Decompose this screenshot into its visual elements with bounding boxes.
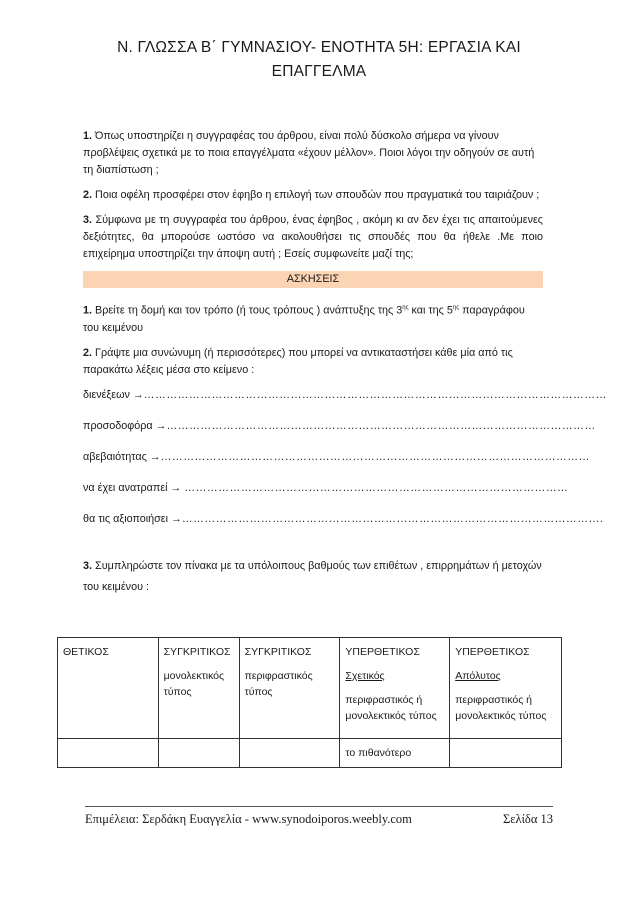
header-title: ΣΥΓΚΡΙΤΙΚΟΣ bbox=[163, 646, 231, 658]
exercise-number: 2. bbox=[83, 346, 93, 359]
header-sub: περιφραστικός ή μονολεκτικός τύπος bbox=[345, 694, 437, 722]
page-title bbox=[60, 36, 578, 84]
answer-blank[interactable]: …………………………………………………………………………………………………………… bbox=[143, 388, 607, 401]
header-title: ΥΠΕΡΘΕΤΙΚΟΣ bbox=[455, 646, 530, 658]
synonym-word: να έχει ανατραπεί → bbox=[83, 481, 185, 494]
answer-blank[interactable]: ………………………………………………………………………………………… bbox=[184, 481, 569, 494]
table-header-row bbox=[58, 638, 562, 739]
question-number: 1. bbox=[83, 130, 93, 142]
question-2 bbox=[83, 187, 543, 204]
header-cell bbox=[158, 638, 239, 739]
exercise-text: Συμπληρώστε τον πίνακα με τα υπόλοιπους βαθμούς των επιθέτων , επιρρημάτων ή μετοχών του κειμένου : bbox=[83, 559, 542, 593]
worksheet-content bbox=[83, 128, 607, 606]
header-title: ΣΥΓΚΡΙΤΙΚΟΣ bbox=[244, 646, 312, 658]
table-cell[interactable] bbox=[58, 739, 159, 768]
synonym-line[interactable] bbox=[83, 449, 590, 480]
footer-credit: Επιμέλεια: Σερδάκη Ευαγγελία - www.synodoiporos.weebly.com bbox=[85, 812, 412, 826]
question-3 bbox=[83, 212, 543, 263]
superscript: ης bbox=[402, 305, 409, 311]
question-number: 3. bbox=[83, 214, 93, 226]
synonym-line[interactable] bbox=[83, 480, 569, 511]
exercise-number: 3. bbox=[83, 559, 93, 572]
header-title: ΥΠΕΡΘΕΤΙΚΟΣ bbox=[345, 646, 420, 658]
page-number: Σελίδα 13 bbox=[502, 812, 553, 826]
answer-blank[interactable]: …………………………………………………………………………………………………. bbox=[181, 512, 604, 525]
header-cell bbox=[340, 638, 450, 739]
exercise-1 bbox=[83, 300, 543, 337]
exercise-text: Βρείτε τη δομή και τον τρόπο (ή τους τρόπους ) ανάπτυξης της 3 bbox=[92, 304, 403, 317]
table-cell[interactable] bbox=[239, 739, 340, 768]
table-cell[interactable] bbox=[450, 739, 562, 768]
table-row bbox=[58, 739, 562, 768]
header-sub: περιφραστικός ή μονολεκτικός τύπος bbox=[455, 694, 547, 722]
header-sub: Σχετικός bbox=[345, 670, 385, 682]
synonym-line[interactable] bbox=[83, 511, 604, 542]
title-line-2: ΕΠΑΓΓΕΛΜΑ bbox=[271, 63, 367, 80]
page-footer bbox=[85, 812, 553, 827]
exercise-3 bbox=[83, 556, 543, 598]
table-cell[interactable] bbox=[158, 739, 239, 768]
superscript: ης bbox=[452, 305, 460, 311]
title-line-1: Ν. ΓΛΩΣΣΑ Β΄ ΓΥΜΝΑΣΙΟΥ- ΕΝΟΤΗΤΑ 5Η: ΕΡΓΑΣΙΑ ΚΑΙ bbox=[117, 39, 521, 56]
question-text: Όπως υποστηρίζει η συγγραφέας του άρθρου, είναι πολύ δύσκολο σήμερα να γίνουν προβλέψεις σχετικά με το ποια επαγγέλματα «έχουν μέλλον». Ποιοι λόγοι την οδηγούν σε αυτή τη διαπίστωση ; bbox=[83, 130, 535, 176]
table-cell: το πιθανότερο bbox=[340, 739, 450, 768]
exercise-number: 1. bbox=[83, 304, 93, 317]
exercise-text: παραγράφου του κειμένου bbox=[83, 304, 525, 334]
synonym-word: θα τις αξιοποιήσει → bbox=[83, 512, 182, 525]
question-1 bbox=[83, 128, 543, 179]
degrees-table bbox=[57, 637, 562, 768]
header-sub: μονολεκτικός τύπος bbox=[163, 670, 225, 698]
answer-blank[interactable]: …………………………………………………………………………………………………… bbox=[160, 450, 590, 463]
header-sub: Απόλυτος bbox=[455, 670, 501, 682]
synonym-line[interactable] bbox=[83, 418, 596, 449]
question-number: 2. bbox=[83, 189, 93, 201]
answer-blank[interactable]: …………………………………………………………………………………………………… bbox=[166, 419, 596, 432]
exercise-text: και της 5 bbox=[408, 304, 453, 317]
header-cell bbox=[239, 638, 340, 739]
header-title: ΘΕΤΙΚΟΣ bbox=[63, 646, 109, 658]
synonym-word: προσοδοφόρα → bbox=[83, 419, 167, 432]
header-sub: περιφραστικός τύπος bbox=[244, 670, 313, 698]
header-cell bbox=[450, 638, 562, 739]
synonym-word: αβεβαιότητας → bbox=[83, 450, 161, 463]
exercise-2 bbox=[83, 345, 543, 379]
exercise-text: Γράψτε μια συνώνυμη (ή περισσότερες) που μπορεί να αντικαταστήσει κάθε μία από τις παρακάτω λέξεις μέσα στο κείμενο : bbox=[83, 346, 513, 376]
exercises-banner: ΑΣΚΗΣΕΙΣ bbox=[83, 271, 543, 288]
synonym-word: διενέξεων → bbox=[83, 388, 144, 401]
question-text: Σύμφωνα με τη συγγραφέα του άρθρου, ένας έφηβος , ακόμη κι αν δεν έχει τις απαιτούμενες δεξιότητες, θα μπορούσε ωστόσο να ακολουθήσει τις σπουδές που θα ήθελε .Με ποιο επιχείρημα υποστηρίζει την άποψη αυτή ; Εσείς συμφωνείτε μαζί της; bbox=[83, 214, 543, 260]
footer-divider bbox=[85, 806, 553, 807]
synonym-line[interactable] bbox=[83, 387, 607, 418]
question-text: Ποια οφέλη προσφέρει στον έφηβο η επιλογή των σπουδών που πραγματικά του ταιριάζουν ; bbox=[92, 189, 540, 201]
header-cell bbox=[58, 638, 159, 739]
